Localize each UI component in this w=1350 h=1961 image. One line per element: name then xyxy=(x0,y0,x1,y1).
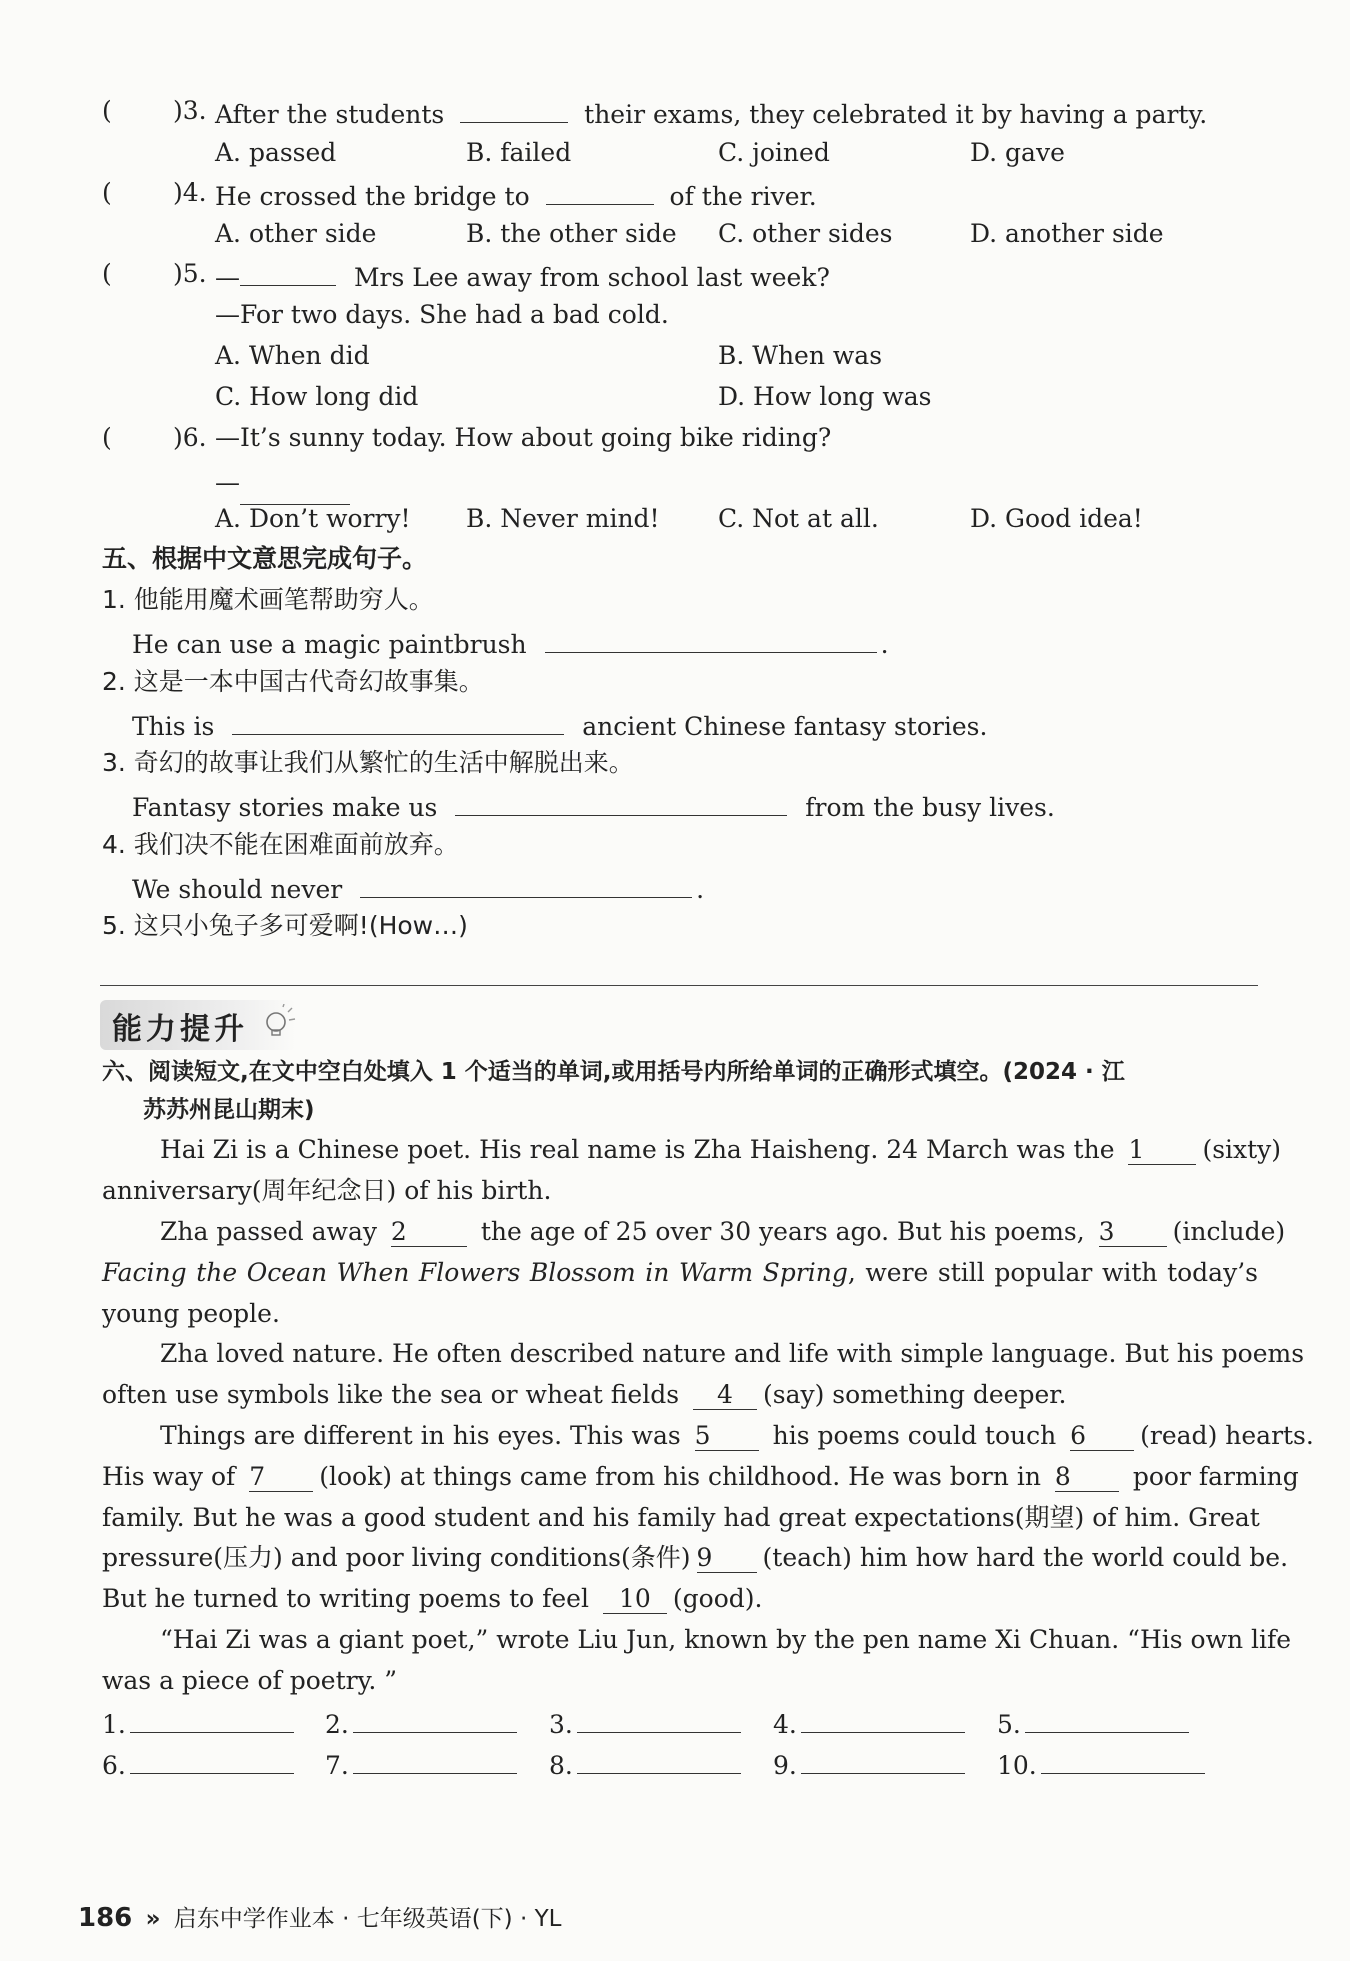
blank-5[interactable]: 5 xyxy=(695,1422,759,1451)
answer-line-3[interactable] xyxy=(577,1706,741,1733)
option-a[interactable]: A. When did xyxy=(215,341,370,370)
para-3-line-1: Zha loved nature. He often described nature and life with simple language. But his poems xyxy=(160,1339,1305,1368)
section-5-title: 五、根据中文意思完成句子。 xyxy=(102,544,428,573)
section-6-title: 六、阅读短文,在文中空白处填入 1 个适当的单词,或用括号内所给单词的正确形式填空。(2024 · 江 xyxy=(102,1059,1125,1085)
answer-line-9[interactable] xyxy=(801,1747,965,1774)
answer-line-5[interactable] xyxy=(1025,1706,1189,1733)
answer-blank[interactable] xyxy=(360,871,692,898)
option-c[interactable]: C. Not at all. xyxy=(718,504,879,533)
option-d[interactable]: D. gave xyxy=(970,138,1065,167)
answer-blank[interactable] xyxy=(545,626,877,653)
section-6-title-cont: 苏苏州昆山期末) xyxy=(143,1097,315,1123)
option-b[interactable]: B. When was xyxy=(718,341,883,370)
option-a[interactable]: A. passed xyxy=(215,138,337,167)
s5-item-5-cn: 5. 这只小兔子多可爱啊!(How…) xyxy=(102,911,468,940)
para-4-line-4: pressure(压力) and poor living conditions(条件) 9 (teach) him how hard the world could be. xyxy=(102,1543,1289,1572)
page-number: 186 xyxy=(78,1903,133,1933)
para-2-line-3: young people. xyxy=(102,1299,280,1328)
s5-item-3-en: Fantasy stories make us from the busy lives. xyxy=(132,789,1055,823)
s5-item-2-en: This is ancient Chinese fantasy stories. xyxy=(132,708,987,742)
para-4-line-5: But he turned to writing poems to feel 10 (good). xyxy=(102,1584,763,1613)
answer-line-10[interactable] xyxy=(1041,1747,1205,1774)
s5-item-3-cn: 3. 奇幻的故事让我们从繁忙的生活中解脱出来。 xyxy=(102,748,634,777)
answer-line[interactable] xyxy=(100,985,1258,986)
option-c[interactable]: C. How long did xyxy=(215,382,419,411)
answer-line-4[interactable] xyxy=(801,1706,965,1733)
book-title: 启东中学作业本 · 七年级英语(下) · YL xyxy=(173,1906,562,1932)
blank-1[interactable]: 1 xyxy=(1128,1136,1196,1165)
worksheet-page: ( )3. After the students their exams, they celebrated it by having a party. A. passed B. failed C. joined D. gave ( )4. He crossed the bridge to of the river. A. other side B. the other side C. other sides D. another side ( )5. — Mrs Lee away from school last week? —For two days. She had a bad cold. A. When did B. When was C. How long did D. How long was ( )6. —It’s sunny today. How about going bike riding? — A. Don’t worry! B. Never mind! C. Not at all. D. Good idea! 五、根据中文意思完成句子。 1. 他能用魔术画笔帮助穷人。 He can use a magic paintbrush . 2. 这是一本中国古代奇幻故事集。 This is ancient Chinese fantasy stories. 3. 奇幻的故事让我们从繁忙的生活中解脱出来。 Fantasy stories make us from the busy lives. 4. 我们决不能在困难面前放弃。 We should never . 5. 这只小兔子多可爱啊!(How…) 能力提升 六、阅读短文,在文中空白处填入 1 个适当的单词,或用括号内所给单词的正确形式填空。(2024 · 江 苏苏州昆山期末) Hai Zi is a Chinese poet. His real name is Zha Haisheng. 24 March was the 1 (sixty) anniversary(周年纪念日) of his birth. Zha passed away 2 the age of 25 over 30 years ago. But his poems, 3 (include) Facing the Ocean When Flowers Blossom in Warm Spring, were still popular with today’s young people. Zha loved nature. He often described nature and life with simple language. But his poems often use symbols like the sea or wheat fields 4 (say) something deeper. Things are different in his eyes. This was 5 his poems could touch 6 (read) hearts. His way of 7 (look) at things came from his childhood. He was born in 8 poor farming family. But he was a good student and his family had great expectations(期望) of him. Great pressure(压力) and poor living conditions(条件) 9 (teach) him how hard the world could be. But he turned to writing poems to feel 10 (good). “Hai Zi was a giant poet,” wrote Liu Jun, known by the pen name Xi Chuan. “His own life was a piece of poetry. ” 1. 2. 3. 4. 5. 6. 7. 8. 9. 10. 186 » 启东中学作业本 · 七年级英语(下) · YL xyxy=(78,96,1314,1933)
para-1-line-1: Hai Zi is a Chinese poet. His real name is Zha Haisheng. 24 March was the 1 (sixty) xyxy=(160,1135,1282,1164)
option-c[interactable]: C. other sides xyxy=(718,219,893,248)
s5-item-1-cn: 1. 他能用魔术画笔帮助穷人。 xyxy=(102,585,434,614)
answer-blank[interactable] xyxy=(455,789,787,816)
s5-item-1-en: He can use a magic paintbrush . xyxy=(132,626,889,660)
question-stem: After the students xyxy=(215,100,445,129)
answer-line-8[interactable] xyxy=(577,1747,741,1774)
answer-line-6[interactable] xyxy=(130,1747,294,1774)
option-b[interactable]: B. Never mind! xyxy=(466,504,660,533)
s5-item-4-cn: 4. 我们决不能在困难面前放弃。 xyxy=(102,830,459,859)
blank-9[interactable]: 9 xyxy=(697,1544,757,1573)
blank-7[interactable]: 7 xyxy=(249,1463,313,1492)
blank-10[interactable]: 10 xyxy=(603,1585,667,1614)
banner-title: 能力提升 xyxy=(112,1012,248,1047)
answer-blank[interactable] xyxy=(232,708,564,735)
option-a[interactable]: A. other side xyxy=(215,219,377,248)
option-b[interactable]: B. the other side xyxy=(466,219,677,248)
blank-4[interactable]: 4 xyxy=(693,1381,757,1410)
option-d[interactable]: D. How long was xyxy=(718,382,932,411)
blank-8[interactable]: 8 xyxy=(1055,1463,1119,1492)
page-footer xyxy=(78,1900,561,1933)
double-chevron-icon: » xyxy=(145,1906,161,1932)
option-d[interactable]: D. Good idea! xyxy=(970,504,1143,533)
answer-blank[interactable] xyxy=(240,259,336,286)
option-c[interactable]: C. joined xyxy=(718,138,830,167)
para-5-line-1: “Hai Zi was a giant poet,” wrote Liu Jun, known by the pen name Xi Chuan. “His own life xyxy=(160,1625,1292,1654)
para-2-line-2: Facing the Ocean When Flowers Blossom in Warm Spring, were still popular with today’s xyxy=(102,1258,1258,1287)
answer-blank[interactable] xyxy=(546,178,654,205)
option-a[interactable]: A. Don’t worry! xyxy=(215,504,411,533)
para-4-line-2: His way of 7 (look) at things came from his childhood. He was born in 8 poor farming xyxy=(102,1462,1299,1491)
answer-blank[interactable] xyxy=(240,478,350,505)
para-1-line-2: anniversary(周年纪念日) of his birth. xyxy=(102,1176,552,1205)
poem-title: Facing the Ocean When Flowers Blossom in Warm Spring xyxy=(102,1258,848,1287)
para-4-line-3: family. But he was a good student and his family had great expectations(期望) of him. Great xyxy=(102,1503,1260,1532)
para-5-line-2: was a piece of poetry. ” xyxy=(102,1666,398,1695)
blank-2[interactable]: 2 xyxy=(391,1218,467,1247)
option-b[interactable]: B. failed xyxy=(466,138,572,167)
lightbulb-icon xyxy=(258,1004,298,1044)
para-4-line-1: Things are different in his eyes. This was 5 his poems could touch 6 (read) hearts. xyxy=(160,1421,1314,1450)
s5-item-4-en: We should never . xyxy=(132,871,704,905)
blank-3[interactable]: 3 xyxy=(1099,1218,1167,1247)
answer-line-2[interactable] xyxy=(353,1706,517,1733)
s5-item-2-cn: 2. 这是一本中国古代奇幻故事集。 xyxy=(102,667,484,696)
para-3-line-2: often use symbols like the sea or wheat fields 4 (say) something deeper. xyxy=(102,1380,1067,1409)
option-d[interactable]: D. another side xyxy=(970,219,1164,248)
answer-blank[interactable] xyxy=(460,96,568,123)
answer-line-7[interactable] xyxy=(353,1747,517,1774)
answer-line-1[interactable] xyxy=(130,1706,294,1733)
para-2-line-1: Zha passed away 2 the age of 25 over 30 years ago. But his poems, 3 (include) xyxy=(160,1217,1286,1246)
blank-6[interactable]: 6 xyxy=(1070,1422,1134,1451)
